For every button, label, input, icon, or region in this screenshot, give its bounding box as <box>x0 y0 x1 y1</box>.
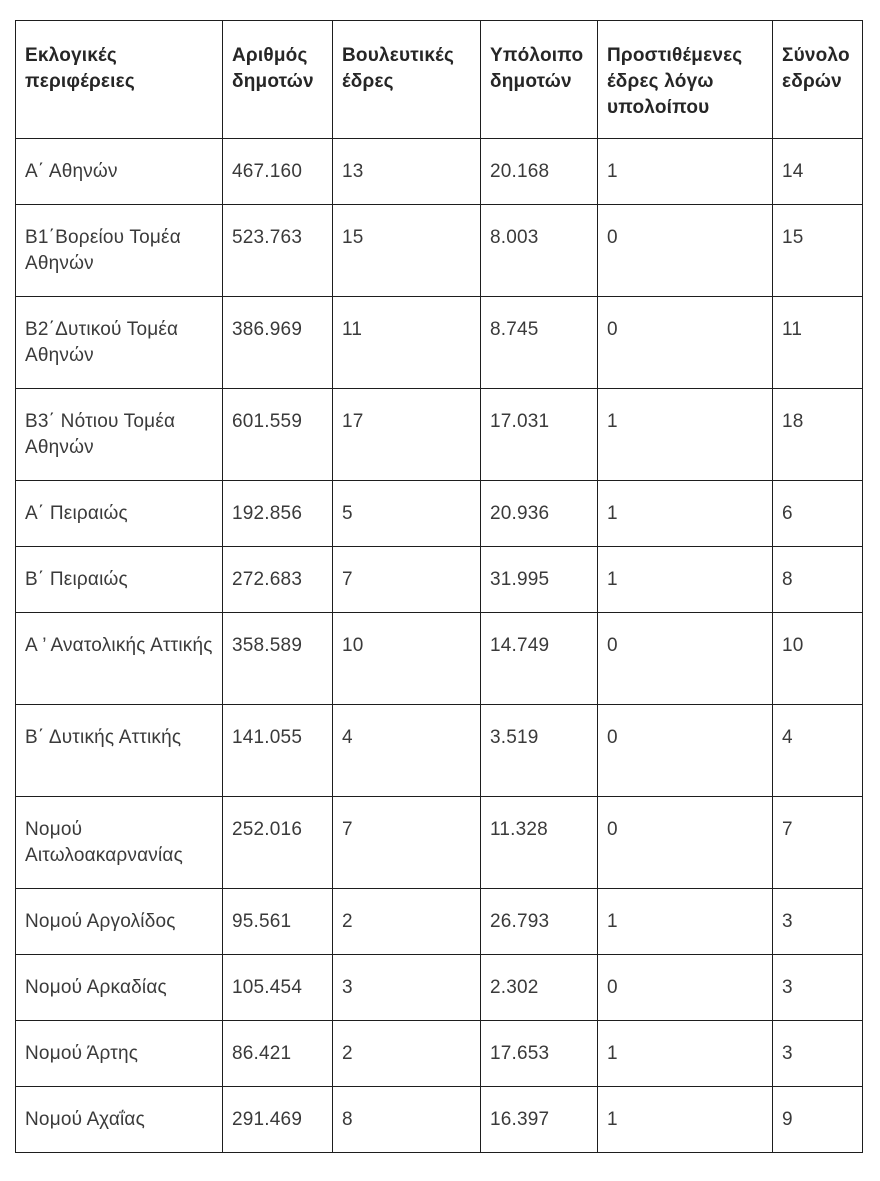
citizens-cell: 141.055 <box>223 705 333 797</box>
header-cell: Σύνολο εδρών <box>773 21 863 139</box>
seats-cell: 10 <box>333 613 481 705</box>
district-cell: Β΄ Δυτικής Αττικής <box>16 705 223 797</box>
added-seats-cell: 0 <box>598 797 773 889</box>
seats-cell: 17 <box>333 389 481 481</box>
total-seats-cell: 3 <box>773 1021 863 1087</box>
district-cell: Νομού Αρκαδίας <box>16 955 223 1021</box>
district-cell: Β2΄Δυτικού Τομέα Αθηνών <box>16 297 223 389</box>
header-cell: Αριθμός δημοτών <box>223 21 333 139</box>
remainder-cell: 8.003 <box>481 205 598 297</box>
added-seats-cell: 0 <box>598 613 773 705</box>
table-row <box>16 389 863 481</box>
citizens-cell: 523.763 <box>223 205 333 297</box>
seats-cell: 7 <box>333 547 481 613</box>
header-cell: Βουλευτικές έδρες <box>333 21 481 139</box>
added-seats-cell: 1 <box>598 481 773 547</box>
district-cell: Νομού Άρτης <box>16 1021 223 1087</box>
citizens-cell: 291.469 <box>223 1087 333 1153</box>
remainder-cell: 17.031 <box>481 389 598 481</box>
district-cell: Νομού Αργολίδος <box>16 889 223 955</box>
added-seats-cell: 1 <box>598 389 773 481</box>
citizens-cell: 105.454 <box>223 955 333 1021</box>
added-seats-cell: 1 <box>598 1021 773 1087</box>
header-cell: Εκλογικές περιφέρειες <box>16 21 223 139</box>
citizens-cell: 358.589 <box>223 613 333 705</box>
citizens-cell: 272.683 <box>223 547 333 613</box>
table-row <box>16 139 863 205</box>
seats-cell: 8 <box>333 1087 481 1153</box>
citizens-cell: 95.561 <box>223 889 333 955</box>
added-seats-cell: 0 <box>598 955 773 1021</box>
remainder-cell: 2.302 <box>481 955 598 1021</box>
citizens-cell: 467.160 <box>223 139 333 205</box>
seats-table <box>15 20 863 1153</box>
seats-cell: 15 <box>333 205 481 297</box>
citizens-cell: 252.016 <box>223 797 333 889</box>
added-seats-cell: 1 <box>598 889 773 955</box>
seats-cell: 4 <box>333 705 481 797</box>
header-cell: Προστιθέμενες έδρες λόγω υπολοίπου <box>598 21 773 139</box>
table-row <box>16 481 863 547</box>
table-row <box>16 297 863 389</box>
remainder-cell: 20.936 <box>481 481 598 547</box>
remainder-cell: 14.749 <box>481 613 598 705</box>
total-seats-cell: 11 <box>773 297 863 389</box>
total-seats-cell: 6 <box>773 481 863 547</box>
seats-cell: 5 <box>333 481 481 547</box>
table-row <box>16 547 863 613</box>
table-row <box>16 205 863 297</box>
district-cell: Νομού Αιτωλοακαρνανίας <box>16 797 223 889</box>
added-seats-cell: 1 <box>598 547 773 613</box>
added-seats-cell: 0 <box>598 705 773 797</box>
remainder-cell: 8.745 <box>481 297 598 389</box>
remainder-cell: 17.653 <box>481 1021 598 1087</box>
citizens-cell: 601.559 <box>223 389 333 481</box>
total-seats-cell: 18 <box>773 389 863 481</box>
seats-cell: 3 <box>333 955 481 1021</box>
added-seats-cell: 0 <box>598 205 773 297</box>
citizens-cell: 86.421 <box>223 1021 333 1087</box>
total-seats-cell: 14 <box>773 139 863 205</box>
seats-cell: 2 <box>333 1021 481 1087</box>
table-row <box>16 955 863 1021</box>
added-seats-cell: 0 <box>598 297 773 389</box>
total-seats-cell: 8 <box>773 547 863 613</box>
remainder-cell: 26.793 <box>481 889 598 955</box>
remainder-cell: 11.328 <box>481 797 598 889</box>
total-seats-cell: 15 <box>773 205 863 297</box>
table-row <box>16 705 863 797</box>
district-cell: Α΄ Αθηνών <box>16 139 223 205</box>
remainder-cell: 31.995 <box>481 547 598 613</box>
total-seats-cell: 4 <box>773 705 863 797</box>
header-row <box>16 21 863 139</box>
total-seats-cell: 9 <box>773 1087 863 1153</box>
remainder-cell: 16.397 <box>481 1087 598 1153</box>
district-cell: Α ’ Ανατολικής Αττικής <box>16 613 223 705</box>
table-row <box>16 613 863 705</box>
district-cell: Β3΄ Νότιου Τομέα Αθηνών <box>16 389 223 481</box>
total-seats-cell: 3 <box>773 889 863 955</box>
seats-cell: 13 <box>333 139 481 205</box>
district-cell: Β΄ Πειραιώς <box>16 547 223 613</box>
total-seats-cell: 10 <box>773 613 863 705</box>
district-cell: Β1΄Βορείου Τομέα Αθηνών <box>16 205 223 297</box>
total-seats-cell: 3 <box>773 955 863 1021</box>
added-seats-cell: 1 <box>598 139 773 205</box>
citizens-cell: 192.856 <box>223 481 333 547</box>
table-row <box>16 797 863 889</box>
remainder-cell: 20.168 <box>481 139 598 205</box>
seats-cell: 11 <box>333 297 481 389</box>
remainder-cell: 3.519 <box>481 705 598 797</box>
district-cell: Νομού Αχαΐας <box>16 1087 223 1153</box>
table-row <box>16 1087 863 1153</box>
table-row <box>16 889 863 955</box>
total-seats-cell: 7 <box>773 797 863 889</box>
citizens-cell: 386.969 <box>223 297 333 389</box>
table-row <box>16 1021 863 1087</box>
seats-cell: 7 <box>333 797 481 889</box>
seats-cell: 2 <box>333 889 481 955</box>
header-cell: Υπόλοιπο δημοτών <box>481 21 598 139</box>
district-cell: Α΄ Πειραιώς <box>16 481 223 547</box>
added-seats-cell: 1 <box>598 1087 773 1153</box>
